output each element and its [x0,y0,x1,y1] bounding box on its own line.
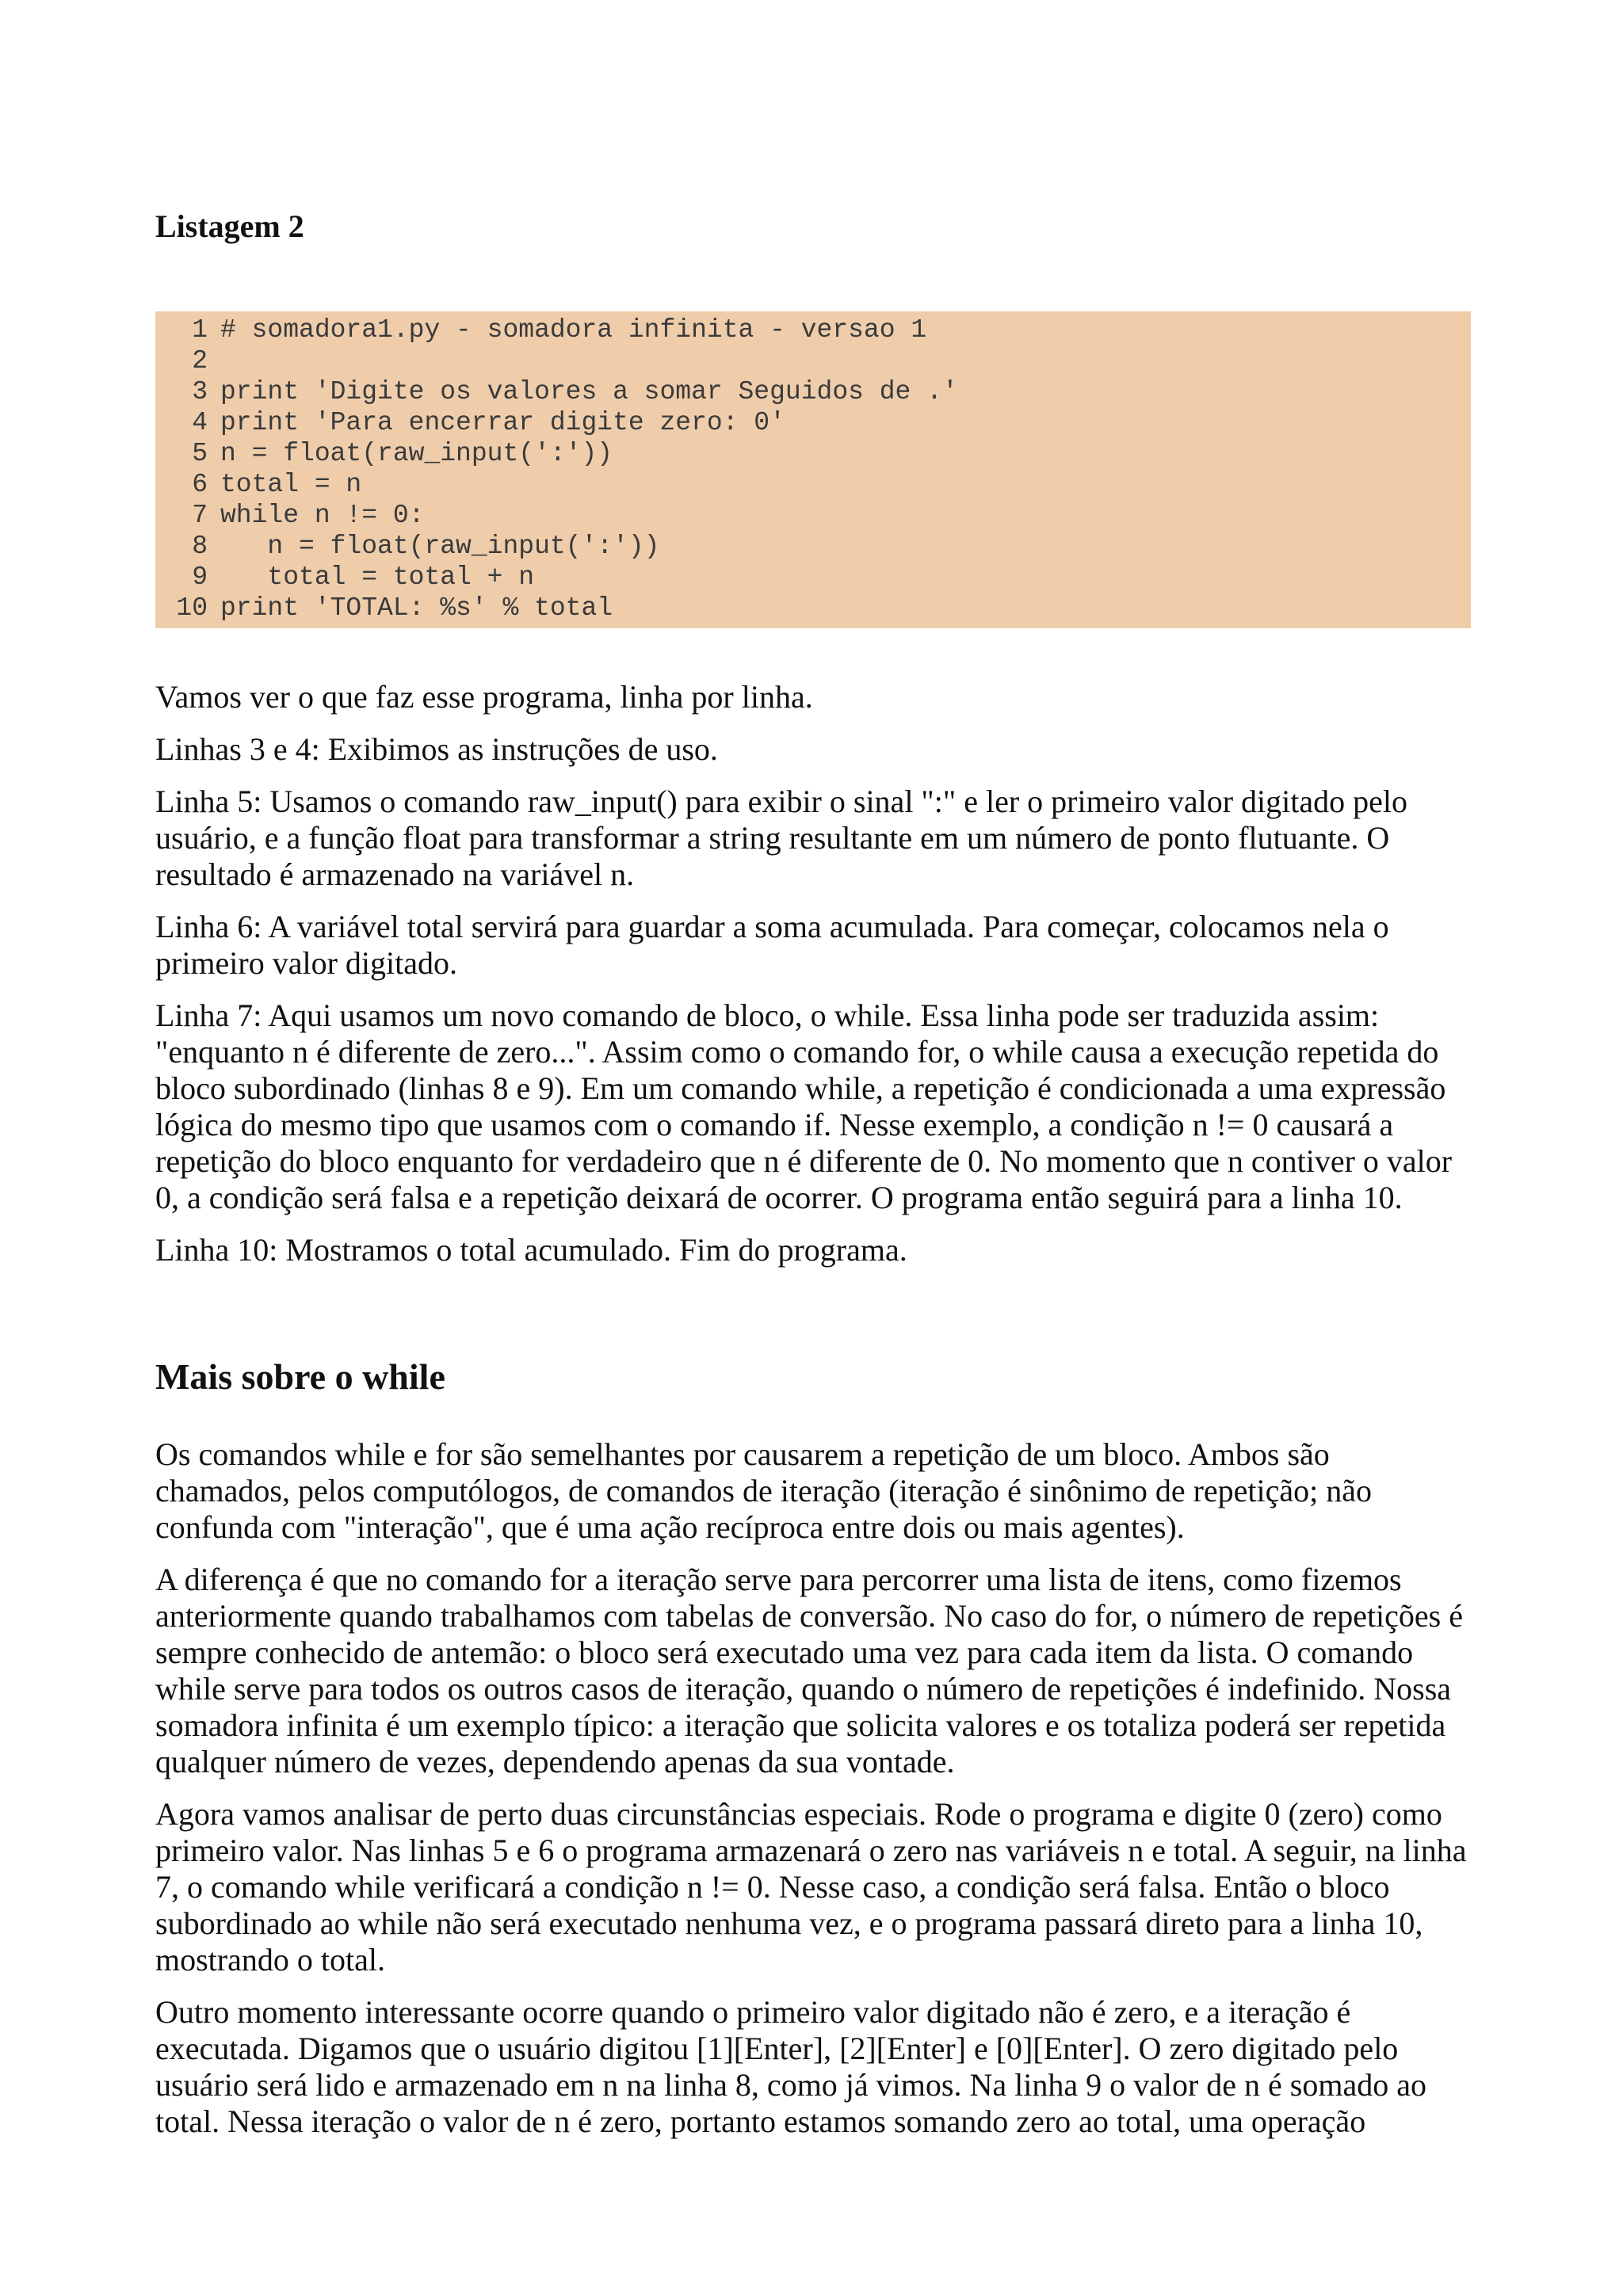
paragraph: Linhas 3 e 4: Exibimos as instruções de uso. [155,731,718,767]
section-text [155,1436,1471,2156]
line-code: total = n [220,470,362,499]
line-code: # somadora1.py - somadora infinita - versao 1 [220,315,927,345]
explanation-text [155,679,1471,1284]
line-code: print 'Para encerrar digite zero: 0' [220,408,785,437]
paragraph: Linha 5: Usamos o comando raw_input() para exibir o sinal ":" e ler o primeiro valor digitado pelo usuário, e a função float para transformar a string resultante em um número de ponto flutuante. O resultado é armazenado na variável n. [155,784,1408,892]
code-line [155,438,1471,469]
code-line [155,315,1471,345]
line-code: print 'Digite os valores a somar Seguidos de .' [220,377,958,406]
code-line [155,500,1471,531]
line-code: n = float(raw_input(':')) [220,439,613,468]
paragraph: Outro momento interessante ocorre quando o primeiro valor digitado não é zero, e a iteração é executada. Digamos que o usuário digitou [1][Enter], [2][Enter] e [0][Enter]. O zero digitado pelo usuário será lido e armazenado em n na linha 8, como já vimos. Na linha 9 o valor de n é somado ao total. Nessa iteração o valor de n é zero, portanto estamos somando zero ao total, uma operação [155,1994,1426,2139]
line-number: 4 [192,408,208,437]
line-code: print 'TOTAL: %s' % total [220,593,613,623]
paragraph: A diferença é que no comando for a iteração serve para percorrer uma lista de itens, como fizemos anteriormente quando trabalhamos com tabelas de conversão. No caso do for, o número de repetições é sempre conhecido de antemão: o bloco será executado uma vez para cada item da lista. O comando while serve para todos os outros casos de iteração, quando o número de repetições é indefinido. Nossa somadora infinita é um exemplo típico: a iteração que solicita valores e os totaliza poderá ser repetida qualquer número de vezes, dependendo apenas da sua vontade. [155,1562,1463,1779]
paragraph: Os comandos while e for são semelhantes por causarem a repetição de um bloco. Ambos são chamados, pelos computólogos, de comandos de iteração (iteração é sinônimo de repetição; não confunda com "interação", que é uma ação recíproca entre dois ou mais agentes). [155,1436,1373,1545]
paragraph: Linha 6: A variável total servirá para guardar a soma acumulada. Para começar, colocamos nela o primeiro valor digitado. [155,909,1389,981]
section-title: Mais sobre o while [155,1356,445,1397]
code-line [155,407,1471,438]
line-number: 1 [192,315,208,345]
paragraph: Agora vamos analisar de perto duas circunstâncias especiais. Rode o programa e digite 0 (zero) como primeiro valor. Nas linhas 5 e 6 o programa armazenará o zero nas variáveis n e total. A seguir, na linha 7, o comando while verificará a condição n != 0. Nesse caso, a condição será falsa. Então o bloco subordinado ao while não será executado nenhuma vez, e o programa passará direto para a linha 10, mostrando o total. [155,1796,1467,1978]
line-code: n = float(raw_input(':')) [220,532,660,561]
code-line [155,345,1471,376]
line-code: while n != 0: [220,501,425,530]
line-code: total = total + n [220,563,535,592]
code-line [155,531,1471,562]
line-number: 9 [192,563,208,592]
line-number: 8 [192,532,208,561]
code-line [155,469,1471,500]
paragraph: Linha 10: Mostramos o total acumulado. Fim do programa. [155,1232,907,1268]
paragraph: Vamos ver o que faz esse programa, linha por linha. [155,679,813,715]
line-number: 6 [192,470,208,499]
code-listing [155,311,1471,628]
paragraph: Linha 7: Aqui usamos um novo comando de bloco, o while. Essa linha pode ser traduzida assim: "enquanto n é diferente de zero...". Assim como o comando for, o while causa a execução repetida do bloco subordinado (linhas 8 e 9). Em um comando while, a repetição é condicionada a uma expressão lógica do mesmo tipo que usamos com o comando if. Nesse exemplo, a condição n != 0 causará a repetição do bloco enquanto for verdadeiro que n é diferente de 0. No momento que n contiver o valor 0, a condição será falsa e a repetição deixará de ocorrer. O programa então seguirá para a linha 10. [155,997,1453,1215]
listing-title: Listagem 2 [155,208,304,244]
line-number: 2 [192,346,208,376]
code-line [155,593,1471,624]
line-number: 7 [192,501,208,530]
line-number: 10 [176,593,208,623]
line-number: 3 [192,377,208,406]
line-number: 5 [192,439,208,468]
code-line [155,562,1471,593]
code-line [155,376,1471,407]
